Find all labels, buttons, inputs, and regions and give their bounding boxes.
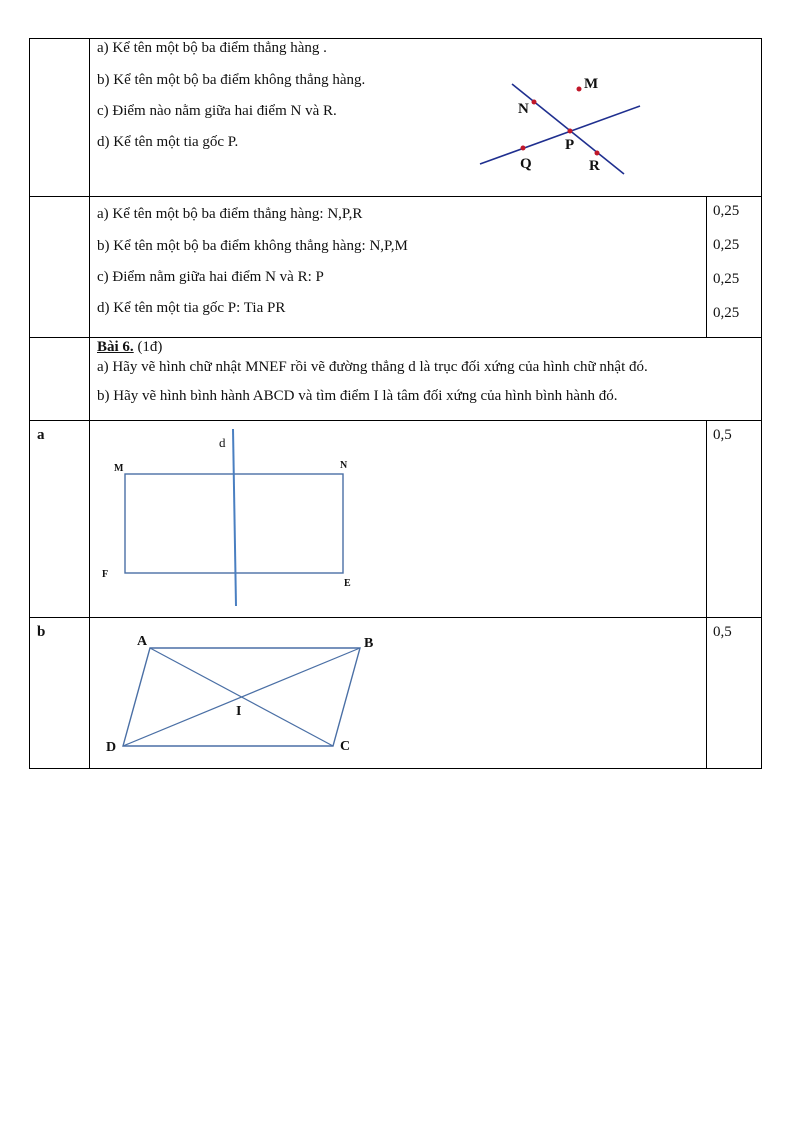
point-q [521,146,526,151]
q6-title: Bài 6. [97,339,134,355]
axis-d [233,429,236,606]
answer5-item-b: b) Kể tên một bộ ba điểm không thẳng hàng: N,P,M [97,238,408,254]
rectangle-figure [90,421,706,617]
point-n [532,100,537,105]
label-b: B [364,636,374,651]
label-f-rect: F [102,569,109,580]
label-a: A [137,634,148,649]
q5-item-a: a) Kể tên một bộ ba điểm thẳng hàng . [97,40,327,56]
label-n: N [518,101,529,117]
point-r [595,151,600,156]
q6-heading [97,339,162,356]
label-m-rect: M [114,463,124,474]
label-r: R [589,158,600,174]
row-b-score: 0,5 [713,624,732,640]
label-n-rect: N [340,460,348,471]
q5-item-b: b) Kể tên một bộ ba điểm không thẳng hàng. [97,72,366,88]
label-e-rect: E [344,578,351,589]
q6-item-a: a) Hãy vẽ hình chữ nhật MNEF rồi vẽ đường thẳng d là trục đối xứng của hình chữ nhật đó. [97,359,648,375]
row-a-label: a [37,427,45,443]
parallelogram-figure [90,618,706,768]
label-i: I [236,704,242,719]
label-p: P [565,137,575,153]
q6-points: (1đ) [137,339,163,355]
row-b-label: b [37,624,46,640]
row-a-score: 0,5 [713,427,732,443]
q5-item-c: c) Điểm nào nằm giữa hai điểm N và R. [97,103,337,119]
diagonal-bd [123,648,360,746]
point-m [577,87,582,92]
label-m: M [584,76,599,92]
label-q: Q [520,156,532,172]
answer5-item-c: c) Điểm nằm giữa hai điểm N và R: P [97,269,324,285]
q5-item-d: d) Kể tên một tia gốc P. [97,134,239,150]
answer5-item-a: a) Kể tên một bộ ba điểm thẳng hàng: N,P,R [97,206,363,222]
label-dp: D [106,740,117,755]
score-b: 0,25 [713,237,740,253]
label-d: d [219,435,226,450]
point-p [568,129,573,134]
q6-item-b: b) Hãy vẽ hình bình hành ABCD và tìm điểm I là tâm đối xứng của hình bình hành đó. [97,388,618,404]
answer5-item-d: d) Kể tên một tia gốc P: Tia PR [97,300,286,316]
label-c: C [340,739,351,754]
score-d: 0,25 [713,305,740,321]
q5-figure [478,76,642,176]
score-c: 0,25 [713,271,740,287]
score-a: 0,25 [713,203,740,219]
